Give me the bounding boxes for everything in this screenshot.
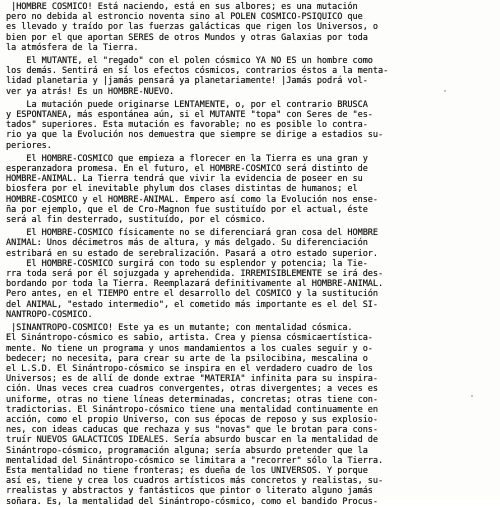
paper-speck bbox=[30, 200, 32, 202]
paragraph-mutante: El MUTANTE, el "regado" con el polen cósmico YA NO ES un hombre como los demás. Sentirá en sí los efectos cósmicos, contrarios éstos a la menta- lidad planetaria y |jamás pensará ya planetariamente! |Jamás podrá vol- ver ya atrás! Es un HOMBRE-NUEVO. bbox=[6, 56, 389, 97]
paragraph-mutacion: La mutación puede originarse LENTAMENTE, o, por el contrario BRUSCA y ESPONTANEA, más espontánea aún, si el MUTANTE "topa" con Seres de "es- tados" superiores. Esta mutación es favorable; no es posible lo contra- rio ya que la Evolución nos demuestra que siempre se dirige a estadios su- periores. bbox=[6, 99, 384, 151]
paragraph-promesa: El HOMBRE-COSMICO que empieza a florecer en la Tierra es una gran y esperanzadora promesa. En el futuro, el HOMBRE-COSMICO será distinto de HOMBRE-ANIMAL. La Tierra tendrá que vivir la evidencia de poseer en su biosfera por el inevitable phylum dos clases distintas de humanos; el HOMBRE-COSMICO y el HOMBRE-ANIMAL. Empero así como la Evolución nos ense- ña por ejemplo, que el de Cro-Magnon fue sustituído por el actual, éste será al fin desterrado, sustituído, por el cósmico. bbox=[6, 153, 378, 226]
paragraph-sinantropo-cosmico: |SINANTROPO-COSMICO! Este ya es un mutante; con mentalidad cósmica. El Sinántropo-cósmico es sabio, artista. Crea y piensa cósmicaertística- mente. No tiene un programa y unos mandamientos a los cuales seguir y o- bedecer; no necesita, para crear su arte de la psilocibina, mescalina o el L.S.D. El Sinántropo-cósmico se inspira en el verdadero cuadro de los Universos; es de allí de donde extrae "MATERIA" infinita para su inspira- ción. Unas veces crea cuadros convergentes, otras divergentes; a veces es uniforme, otras no tiene líneas determinadas, concretas; otras tiene con- tradictorias. El Sinántropo-cósmico tiene una mentalidad continuamente en acción, como el propio Universo, con sus épocas de reposo y sus explosio- nes, con ideas caducas que rechaza y sus "novas" que le brotan para cons- truír NUEVOS GALACTICOS IDEALES. Sería absurdo buscar en la mentalidad de Sinántropo-cósmico, programación alguna; sería absurdo pretender que la mentalidad del Sinántropo-cósmico se limitara a "recorrer" sólo la Tierra. Esta mentalidad no tiene fronteras; es dueña de los UNIVERSOS. Y porque así es, tiene y crea los cuadros artísticos más concretos y realistas, su- rrealistas y abstractos y fantásticos que pintor o literato alguno jamás soñara. Es, la mentalidad del Sinántropo-cósmico, como el bandido Procus- bbox=[6, 323, 384, 507]
paper-speck bbox=[471, 395, 473, 397]
paragraph-fisicamente: El HOMBRE-COSMICO físicamente no se diferenciará gran cosa del HOMBRE ANIMAL: Unos décimetros más de altura, y más delgado. Su diferenciación estribará en su estado de serebralización. Pasará a otro estado superior. El HOMBRE-COSMICO surgirá con todo su esplendor y potencia; la Tie- rra toda será por él sojuzgada y aprehendida. IRREMISIBLEMENTE se irá des- bordando por toda la Tierra. Reemplazará definitivamente al HOMBRE-ANIMAL. Pero antes, en el TIEMPO entre el desarrollo del COSMICO y la sustitución del ANIMAL, "estado intermedio", el cometido más importante es el del SI- NANTROPO-COSMICO. bbox=[6, 228, 384, 320]
paragraph-hombre-cosmico-intro: |HOMBRE COSMICO! Está naciendo, está en sus albores; es una mutación pero no debida al estroncio noventa sino al POLEN COSMICO-PSIQUICO que es llevado y traído por las fuerzas galácticas que rigen los Universos, o bien por el que aportan SERES de otros Mundos y otras Galaxias por toda la atmósfera de la Tierra. bbox=[6, 2, 378, 53]
paper-speck bbox=[444, 90, 446, 92]
